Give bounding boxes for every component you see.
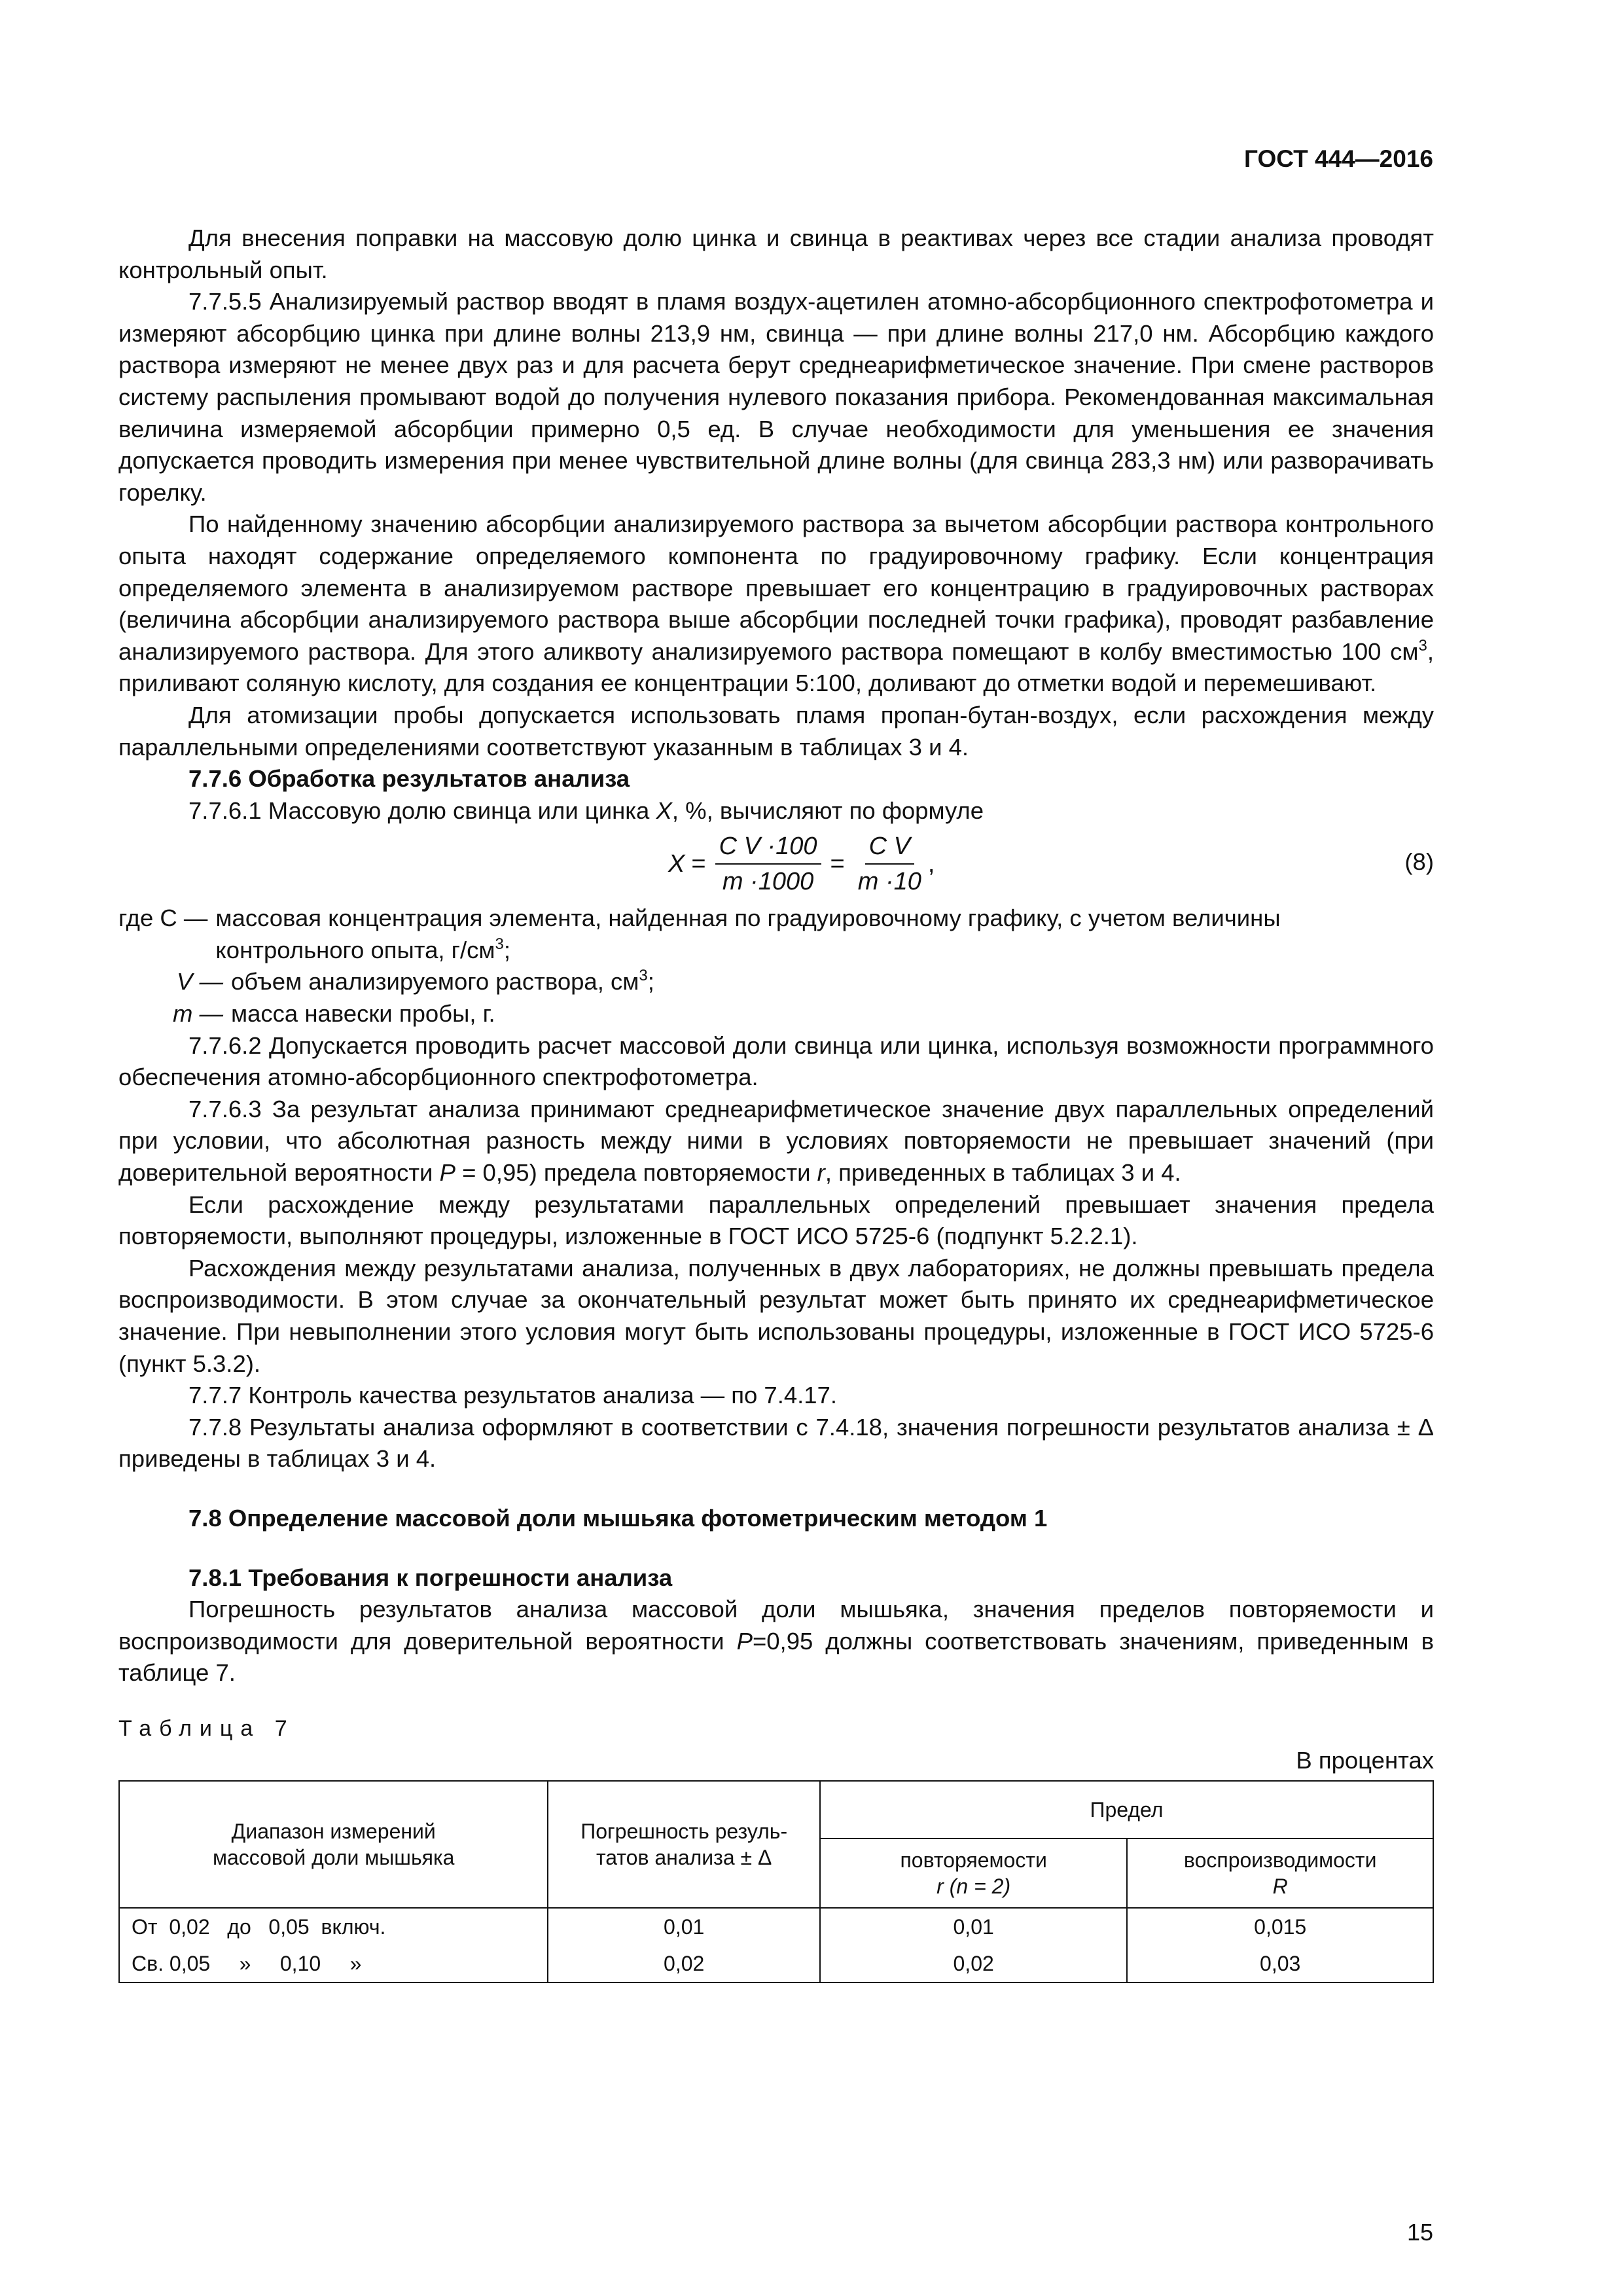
formula-fraction-2 [854, 831, 925, 897]
table-unit: В процентах [1296, 1746, 1434, 1774]
header-line: воспроизводимости [1183, 1848, 1377, 1873]
cell-R: 0,03 [1127, 1945, 1433, 1982]
text-run: , приведенных в таблицах 3 и 4. [825, 1159, 1181, 1187]
section-heading: 7.7.6 Обработка результатов анализа [188, 765, 630, 793]
paragraph [118, 795, 1434, 827]
paragraph: Если расхождение между результатами параллельных определений превышает значения предела повторяемости, выполняют процедуры, изложенные в ГОСТ ИСО 5725-6 (подпункт 5.2.2.1). [118, 1191, 1434, 1250]
header-reproducibility [1127, 1839, 1433, 1908]
variable: P [439, 1159, 455, 1187]
paragraph: Для внесения поправки на массовую долю цинка и свинца в реактивах через все стадии анализа проводят контрольный опыт. [118, 224, 1434, 283]
header-line: массовой доли мышьяка [212, 1846, 455, 1870]
legend-text: масса навески пробы, г. [231, 1000, 495, 1028]
fraction-denominator: m ·10 [857, 868, 921, 896]
text-run: = 0,95) предела повторяемости [455, 1159, 817, 1187]
cell-error: 0,01 [548, 1908, 820, 1945]
cell-error: 0,02 [548, 1945, 820, 1982]
paragraph: Расхождения между результатами анализа, полученных в двух лабораториях, не должны превышать предела воспроизводимости. В этом случае за окончательный результат может быть принято их среднеарифметическое значение. При невыполнении этого условия могут быть использованы процедуры, изложенные в ГОСТ ИСО 5725-6 (пункт 5.3.2). [118, 1254, 1434, 1377]
header-line: Диапазон измерений [231, 1820, 436, 1844]
text-run: объем анализируемого раствора, см [231, 968, 639, 996]
paragraph [118, 1594, 1434, 1689]
legend-text [207, 903, 1434, 966]
fraction-numerator: C V ·100 [715, 831, 821, 865]
legend-row [118, 966, 1434, 998]
table-7 [118, 1780, 1434, 1983]
header-line: Погрешность резуль- [580, 1820, 788, 1844]
superscript: 3 [495, 935, 504, 953]
header-line: R [1272, 1874, 1288, 1899]
equation-number: (8) [1404, 848, 1434, 876]
variable: P [736, 1627, 753, 1655]
cell-range: От 0,02 до 0,05 включ. [119, 1908, 548, 1945]
cell-r: 0,01 [820, 1908, 1127, 1945]
fraction-numerator: C V [865, 831, 914, 865]
text-run: Погрешность результатов анализа массовой доли мышьяка, значения пределов повторяемости и воспроизводимости для доверительной вероятности [118, 1596, 1434, 1655]
variable: X [656, 797, 672, 824]
table-row [119, 1945, 1433, 1982]
paragraph: 7.7.5.5 Анализируемый раствор вводят в пламя воздух-ацетилен атомно-абсорбционного спектрофотометра и измеряют абсорбцию цинка при длине волны 213,9 нм, свинца — при длине волны 217,0 нм. Абсорбцию каждого раствора измеряют не менее двух раз и для расчета берут среднеарифметическое значение. При смене растворов систему распыления промывают водой до получения нулевого показания прибора. Рекомендованная максимальная величина измеряемой абсорбции примерно 0,5 ед. В случае необходимости для уменьшения ее значения допускается проводить измерения при менее чувствительной длине волны (для свинца 283,3 нм) или разворачивать горелку. [118, 288, 1434, 506]
legend-row [118, 903, 1434, 966]
text-run: 7.7.6.3 За результат анализа принимают среднеарифметическое значение двух параллельных определений при условии, что абсолютная разность между ними в условиях повторяемости не превышает значений (при доверительной вероятности [118, 1095, 1434, 1187]
formula-8 [118, 828, 1434, 900]
legend-label: где C — [118, 905, 208, 932]
header-repeatability [820, 1839, 1127, 1908]
text-run: 7.7.6.1 Массовую долю свинца или цинка [188, 797, 656, 824]
text-run: массовая концентрация элемента, найденная по градуировочному графику, с учетом величины контрольного опыта, г/см [215, 905, 1281, 963]
variable-legend [118, 903, 1434, 1030]
header-line: татов анализа ± Δ [596, 1846, 772, 1870]
text-run: ; [503, 936, 510, 963]
paragraph: 7.7.7 Контроль качества результатов анализа — по 7.4.17. [188, 1382, 838, 1409]
document-body [118, 223, 1434, 1983]
table-caption: Таблица 7 [118, 1715, 295, 1741]
text-run: По найденному значению абсорбции анализируемого раствора за вычетом абсорбции раствора контрольного опыта находят содержание определяемого компонента по градуировочному графику. Если концентрация определяемого элемента в анализируемом растворе превышает его концентрацию в градуировочных растворах (величина абсорбции анализируемого раствора выше абсорбции последней точки графика), проводят разбавление анализируемого раствора. Для этого аликвоту анализируемого раствора помещают в колбу вместимостью 100 см [118, 511, 1434, 665]
formula-equals: = [691, 850, 706, 878]
subsection-heading: 7.8.1 Требования к погрешности анализа [188, 1564, 673, 1591]
page-number: 15 [1406, 2219, 1433, 2246]
formula-fraction-1 [715, 831, 821, 897]
formula-comma: , [927, 850, 935, 878]
cell-R: 0,015 [1127, 1908, 1433, 1945]
legend-text [223, 966, 1434, 998]
paragraph: Для атомизации пробы допускается использовать пламя пропан-бутан-воздух, если расхождения между параллельными определениями соответствуют указанным в таблицах 3 и 4. [118, 701, 1434, 761]
paragraph [118, 509, 1434, 700]
legend-row [118, 998, 1434, 1030]
text-run: , приливают соляную кислоту, для создания ее концентрации 5:100, доливают до отметки водой и перемешивают. [118, 637, 1434, 697]
text-run: =0,95 должны соответствовать значениям, приведенным в таблице 7. [118, 1627, 1434, 1687]
formula-equals: = [830, 850, 845, 878]
header-limit: Предел [820, 1781, 1433, 1839]
text-run: , %, вычисляют по формуле [671, 797, 984, 824]
header-range [119, 1781, 548, 1908]
paragraph [118, 1094, 1434, 1189]
superscript: 3 [1418, 636, 1427, 655]
formula-lhs: X [668, 850, 685, 878]
variable: r [817, 1159, 825, 1187]
fraction-denominator: m ·1000 [722, 868, 814, 896]
text-run: ; [647, 968, 654, 996]
cell-range: Св. 0,05 » 0,10 » [119, 1945, 548, 1982]
header-line: r (n = 2) [936, 1874, 1011, 1899]
table-row [119, 1908, 1433, 1945]
cell-r: 0,02 [820, 1945, 1127, 1982]
header-line: повторяемости [900, 1848, 1047, 1873]
legend-label: m — [172, 1000, 223, 1028]
paragraph: 7.7.6.2 Допускается проводить расчет массовой доли свинца или цинка, используя возможности программного обеспечения атомно-абсорбционного спектрофотометра. [118, 1031, 1434, 1091]
header-error [548, 1781, 820, 1908]
legend-label: V — [177, 968, 223, 996]
section-heading: 7.8 Определение массовой доли мышьяка фотометрическим методом 1 [188, 1504, 1048, 1532]
superscript: 3 [639, 967, 648, 985]
document-id: ГОСТ 444—2016 [1244, 145, 1433, 172]
paragraph: 7.7.8 Результаты анализа оформляют в соответствии с 7.4.18, значения погрешности результатов анализа ± Δ приведены в таблицах 3 и 4. [118, 1413, 1434, 1473]
formula-expression [668, 828, 935, 900]
